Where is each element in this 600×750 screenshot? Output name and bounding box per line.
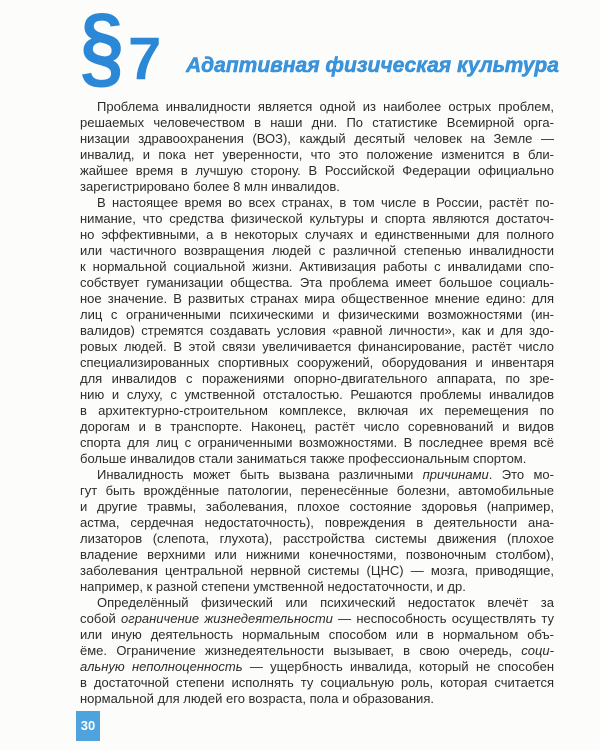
text-segment: — неспособность осуществлять ту	[332, 611, 554, 626]
paragraph	[80, 195, 554, 467]
text-line	[80, 659, 554, 675]
text-segment: В настоящее время во всех странах, в том числе в России, растёт по-	[97, 195, 554, 210]
text-segment: нормальной для людей его возраста, пола и образования.	[80, 691, 434, 706]
text-segment: Определённый физический или психический недостаток влечёт за	[97, 595, 554, 610]
text-segment: валидов) стремятся создавать условия «равной личности», как и для здо-	[80, 323, 554, 338]
text-segment: в архитектурно-строительном комплексе, включая их перемещения по	[80, 403, 554, 418]
text-segment: специализированных спортивных сооружений, оборудования и инвентаря	[80, 355, 554, 370]
emphasized-term: причинами	[422, 467, 489, 482]
text-line	[80, 131, 554, 147]
text-line	[80, 691, 554, 707]
body-text	[80, 99, 554, 707]
text-line	[80, 627, 554, 643]
text-segment: и другие травмы, заболевания, плохое состояние здоровья (например,	[80, 499, 554, 514]
text-segment: в достаточной степени исполнять ту социальную роль, которая считается	[80, 675, 554, 690]
paragraph	[80, 595, 554, 707]
text-line	[80, 307, 554, 323]
text-line	[80, 323, 554, 339]
text-line	[80, 227, 554, 243]
text-line	[80, 563, 554, 579]
text-segment: инвалид, и пока нет уверенности, что это положение изменится в бли-	[80, 147, 554, 162]
text-line	[80, 499, 554, 515]
section-header	[0, 0, 600, 100]
text-line	[80, 147, 554, 163]
text-segment: жайшее время в лучшую сторону. В Российской Федерации официально	[80, 163, 554, 178]
text-line	[80, 643, 554, 659]
text-line	[80, 579, 554, 595]
text-line	[80, 339, 554, 355]
text-segment: для инвалидов с поражениями опорно-двигательного аппарата, по зре-	[80, 371, 554, 386]
section-title: Адаптивная физическая культура	[186, 54, 559, 77]
text-line	[80, 451, 554, 467]
text-line	[80, 403, 554, 419]
text-line	[80, 371, 554, 387]
text-segment: ровых людей. В этой связи увеличивается финансирование, растёт число	[80, 339, 554, 354]
text-line	[80, 115, 554, 131]
text-line	[80, 483, 554, 499]
text-segment: например, к разной степени умственной недостаточности, и др.	[80, 579, 466, 594]
text-segment: лизаторов (слепота, глухота), расстройства системы движения (плохое	[80, 531, 554, 546]
text-segment: спорта для лиц с ограниченными возможностями. В последнее время всё	[80, 435, 554, 450]
text-segment: Проблема инвалидности является одной из наиболее острых проблем,	[97, 99, 554, 114]
emphasized-term: соци-	[521, 643, 554, 658]
section-mark: §	[80, 0, 125, 97]
text-line	[80, 419, 554, 435]
text-segment: гут быть врождённые патологии, перенесённые болезни, автомобильные	[80, 483, 554, 498]
text-line	[80, 435, 554, 451]
text-segment: собой	[80, 611, 122, 626]
text-segment: больше инвалидов стали заниматься также профессиональным спортом.	[80, 451, 527, 466]
text-segment: . Это мо-	[488, 467, 554, 482]
text-segment: собствует гуманизации общества. Эта проблема имеет большое социаль-	[80, 275, 554, 290]
text-line	[80, 611, 554, 627]
text-segment: лиц с ограниченными психическими и физическими возможностями (ин-	[80, 307, 554, 322]
text-line	[80, 595, 554, 611]
text-line	[80, 467, 554, 483]
text-segment: Инвалидность может быть вызвана различными	[97, 467, 423, 482]
text-line	[80, 259, 554, 275]
text-line	[80, 243, 554, 259]
text-segment: решаемых человечеством в наши дни. По статистике Всемирной орга-	[80, 115, 554, 130]
text-line	[80, 387, 554, 403]
text-segment: или иную деятельность нормальным способом или в нормальном объ-	[80, 627, 554, 642]
text-line	[80, 195, 554, 211]
text-segment: низации здравоохранения (ВОЗ), каждый десятый человек на Земле —	[80, 131, 554, 146]
text-segment: — ущербность инвалида, который не способен	[242, 659, 555, 674]
text-segment: ное значение. В развитых странах мира общественное мнение едино: для	[80, 291, 554, 306]
text-line	[80, 99, 554, 115]
text-line	[80, 675, 554, 691]
text-segment: нию и слуху, с умственной отсталостью. Решаются проблемы инвалидов	[80, 387, 554, 402]
text-line	[80, 531, 554, 547]
page-number: 30	[76, 711, 100, 741]
text-line	[80, 179, 554, 195]
paragraph	[80, 99, 554, 195]
text-line	[80, 355, 554, 371]
text-segment: зарегистрировано более 8 млн инвалидов.	[80, 179, 340, 194]
text-segment: но эффективными, а в некоторых случаях и единственными для полного	[80, 227, 554, 242]
text-line	[80, 275, 554, 291]
text-segment: владение верхними или нижними конечностями, позвоночным столбом),	[80, 547, 554, 562]
text-line	[80, 211, 554, 227]
emphasized-term: альную неполноценность	[80, 659, 243, 674]
paragraph	[80, 467, 554, 595]
text-segment: астма, сердечная недостаточность), повреждения в деятельности ана-	[80, 515, 554, 530]
text-segment: к нормальной социальной жизни. Активизация работы с инвалидами спо-	[80, 259, 554, 274]
section-number: 7	[128, 25, 162, 92]
emphasized-term: ограничение жизнедеятельности	[121, 611, 333, 626]
text-segment: или частичного возвращения людей с различной степенью инвалидности	[80, 243, 554, 258]
text-line	[80, 547, 554, 563]
text-segment: заболевания центральной нервной системы (ЦНС) — мозга, приводящие,	[80, 563, 554, 578]
text-segment: нимание, что средства физической культуры и спорта являются достаточ-	[80, 211, 554, 226]
text-segment: дорогам и в транспорте. Наконец, растёт число соревнований и видов	[80, 419, 554, 434]
text-line	[80, 163, 554, 179]
text-segment: ёме. Ограничение жизнедеятельности вызывает, в свою очередь,	[80, 643, 522, 658]
text-line	[80, 291, 554, 307]
text-line	[80, 515, 554, 531]
